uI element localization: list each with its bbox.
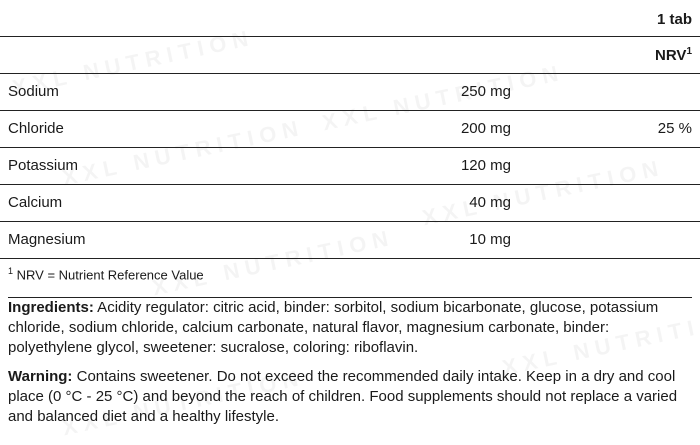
- nutrient-name: Sodium: [8, 83, 59, 100]
- nrv-header: NRV$^1$: [655, 46, 692, 64]
- warning-label: Warning:: [8, 368, 73, 385]
- nutrient-name: Magnesium: [8, 231, 86, 248]
- nutrient-amount: 250 mg: [460, 83, 511, 100]
- serving-label: 1 tab: [656, 11, 692, 28]
- ingredients-paragraph: [8, 297, 692, 358]
- warning-text: Contains sweetener. Do not exceed the recommended daily intake. Keep in a dry and cool place (0 °C - 25 °C) and beyond the reach of children. Food supplements should not replace a varied and balanced diet and a healthy lifestyle.: [8, 368, 678, 425]
- table-header-nrv: [0, 37, 700, 74]
- nutrient-name: Calcium: [8, 194, 63, 211]
- nutrient-nrv: 25 %: [657, 120, 692, 137]
- nutrient-amount: 120 mg: [460, 157, 511, 174]
- table-row: [0, 148, 700, 185]
- nutrient-amount: 200 mg: [460, 120, 511, 137]
- table-header-serving: [0, 0, 700, 37]
- nutrient-table: [0, 74, 700, 259]
- ingredients-text: Acidity regulator: citric acid, binder: sorbitol, sodium bicarbonate, glucose, potassium chloride, sodium chloride, calcium carbonate, natural flavor, magnesium carbonate, binder: polyethylene glycol, sweetener: sucralose, coloring: riboflavin.: [8, 299, 659, 356]
- table-row: [0, 185, 700, 222]
- nutrient-name: Potassium: [8, 157, 79, 174]
- table-row: [0, 222, 700, 259]
- table-row: [0, 74, 700, 111]
- nutrient-name: Chloride: [8, 120, 64, 137]
- nutrient-amount: 40 mg: [469, 194, 511, 211]
- warning-paragraph: [8, 367, 692, 427]
- nutrient-amount: 10 mg: [469, 231, 511, 248]
- ingredients-label: Ingredients:: [8, 299, 94, 316]
- table-row: [0, 111, 700, 148]
- footnote: $^1$ NRV = Nutrient Reference Value: [8, 266, 204, 283]
